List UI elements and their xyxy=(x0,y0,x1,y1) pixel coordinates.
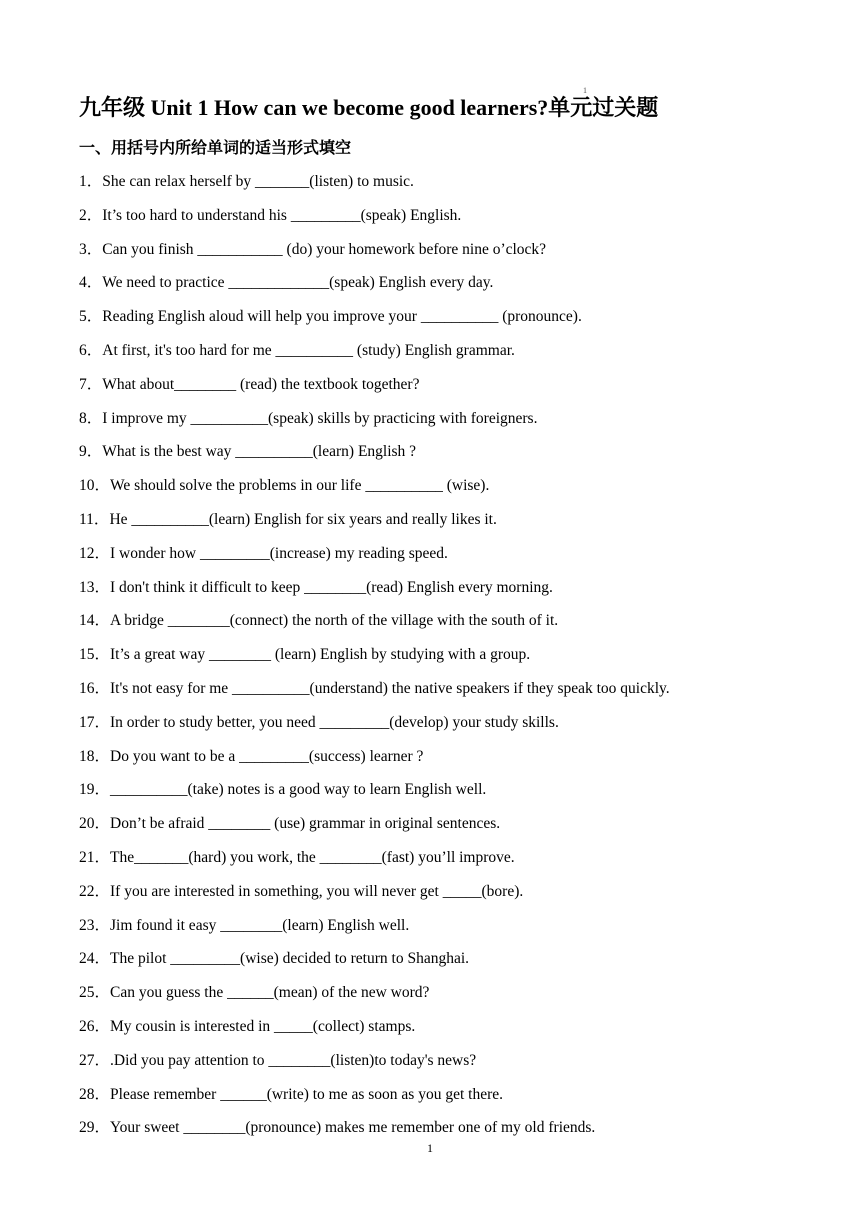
question-number: 14． xyxy=(79,612,111,630)
question-text: Your sweet ________(pronounce) makes me remember one of my old friends. xyxy=(110,1119,596,1137)
question-text: It's not easy for me __________(understand) the native speakers if they speak too quickly. xyxy=(110,679,670,697)
question-item xyxy=(79,271,670,305)
question-text: A bridge ________(connect) the north of the village with the south of it. xyxy=(110,612,559,630)
question-item xyxy=(79,373,670,407)
question-number: 2． xyxy=(79,206,103,224)
question-item xyxy=(79,238,670,272)
question-number: 28． xyxy=(79,1085,111,1103)
question-number: 21． xyxy=(79,848,111,866)
question-item xyxy=(79,339,670,373)
question-item xyxy=(79,778,670,812)
question-item xyxy=(79,981,670,1015)
question-text: We should solve the problems in our life __________ (wise). xyxy=(110,477,490,495)
question-text: __________(take) notes is a good way to learn English well. xyxy=(110,781,487,799)
question-text: The_______(hard) you work, the ________(fast) you’ll improve. xyxy=(110,848,515,866)
question-item xyxy=(79,170,670,204)
question-number: 25． xyxy=(79,984,111,1002)
question-number: 6． xyxy=(79,341,103,359)
question-text: My cousin is interested in _____(collect) stamps. xyxy=(110,1017,416,1035)
question-text: In order to study better, you need _________(develop) your study skills. xyxy=(110,713,559,731)
question-text: The pilot _________(wise) decided to return to Shanghai. xyxy=(110,950,470,968)
question-number: 15． xyxy=(79,646,111,664)
question-item xyxy=(79,407,670,441)
question-item xyxy=(79,305,670,339)
question-text: What about________ (read) the textbook together? xyxy=(102,375,420,393)
question-number: 18． xyxy=(79,747,111,765)
question-number: 5． xyxy=(79,308,103,326)
question-item xyxy=(79,440,670,474)
question-number: 11． xyxy=(79,510,110,528)
question-number: 1． xyxy=(79,173,103,190)
question-number: 24． xyxy=(79,950,111,968)
question-number: 22． xyxy=(79,882,111,900)
question-text: It’s too hard to understand his _________(speak) English. xyxy=(102,206,462,224)
question-text: Can you finish ___________ (do) your homework before nine o’clock? xyxy=(102,240,547,258)
question-text: We need to practice _____________(speak) English every day. xyxy=(102,274,494,292)
question-item xyxy=(79,542,670,576)
question-item xyxy=(79,1049,670,1083)
page-number: 1 xyxy=(427,1141,433,1155)
question-text: I improve my __________(speak) skills by practicing with foreigners. xyxy=(102,409,538,427)
question-number: 12． xyxy=(79,544,111,562)
question-item xyxy=(79,508,670,542)
question-text: At first, it's too hard for me __________ (study) English grammar. xyxy=(102,341,515,359)
question-item xyxy=(79,745,670,779)
question-item xyxy=(79,846,670,880)
question-number: 29． xyxy=(79,1119,111,1137)
header-mark: 1 xyxy=(583,86,587,95)
question-text: Do you want to be a _________(success) learner ? xyxy=(110,747,424,765)
question-text: What is the best way __________(learn) English ? xyxy=(102,443,417,461)
question-number: 13． xyxy=(79,578,111,596)
question-number: 19． xyxy=(79,781,111,799)
question-item xyxy=(79,204,670,238)
question-item xyxy=(79,711,670,745)
question-number: 3． xyxy=(79,240,103,258)
question-number: 7． xyxy=(79,375,103,393)
question-item xyxy=(79,1015,670,1049)
question-text: .Did you pay attention to ________(listen)to today's news? xyxy=(110,1051,477,1069)
question-text: I don't think it difficult to keep ________(read) English every morning. xyxy=(110,578,553,596)
question-number: 16． xyxy=(79,679,111,697)
question-item xyxy=(79,1083,670,1117)
question-text: I wonder how _________(increase) my reading speed. xyxy=(110,544,448,562)
question-number: 9． xyxy=(79,443,103,461)
question-text: It’s a great way ________ (learn) English by studying with a group. xyxy=(110,646,531,664)
section-heading: 一、用括号内所给单词的适当形式填空 xyxy=(79,138,352,157)
question-text: He __________(learn) English for six years and really likes it. xyxy=(109,510,497,528)
question-item xyxy=(79,643,670,677)
question-number: 23． xyxy=(79,916,111,934)
question-item xyxy=(79,812,670,846)
question-item xyxy=(79,609,670,643)
question-item xyxy=(79,947,670,981)
question-text: If you are interested in something, you will never get _____(bore). xyxy=(110,882,524,900)
question-number: 10． xyxy=(79,477,111,495)
question-item xyxy=(79,576,670,610)
question-item xyxy=(79,677,670,711)
question-list xyxy=(79,170,670,1150)
question-number: 27． xyxy=(79,1051,111,1069)
question-number: 4． xyxy=(79,274,103,292)
question-text: She can relax herself by _______(listen) to music. xyxy=(102,173,414,190)
question-text: Please remember ______(write) to me as soon as you get there. xyxy=(110,1085,503,1103)
question-number: 8． xyxy=(79,409,103,427)
question-text: Can you guess the ______(mean) of the new word? xyxy=(110,984,430,1002)
question-item xyxy=(79,880,670,914)
question-number: 17． xyxy=(79,713,111,731)
question-text: Jim found it easy ________(learn) English well. xyxy=(110,916,410,934)
question-text: Don’t be afraid ________ (use) grammar in original sentences. xyxy=(110,815,501,833)
question-number: 20． xyxy=(79,815,111,833)
page-title: 九年级 Unit 1 How can we become good learners?单元过关题 xyxy=(79,95,659,120)
question-item xyxy=(79,914,670,948)
question-number: 26． xyxy=(79,1017,111,1035)
question-text: Reading English aloud will help you improve your __________ (pronounce). xyxy=(102,308,582,326)
question-item xyxy=(79,474,670,508)
